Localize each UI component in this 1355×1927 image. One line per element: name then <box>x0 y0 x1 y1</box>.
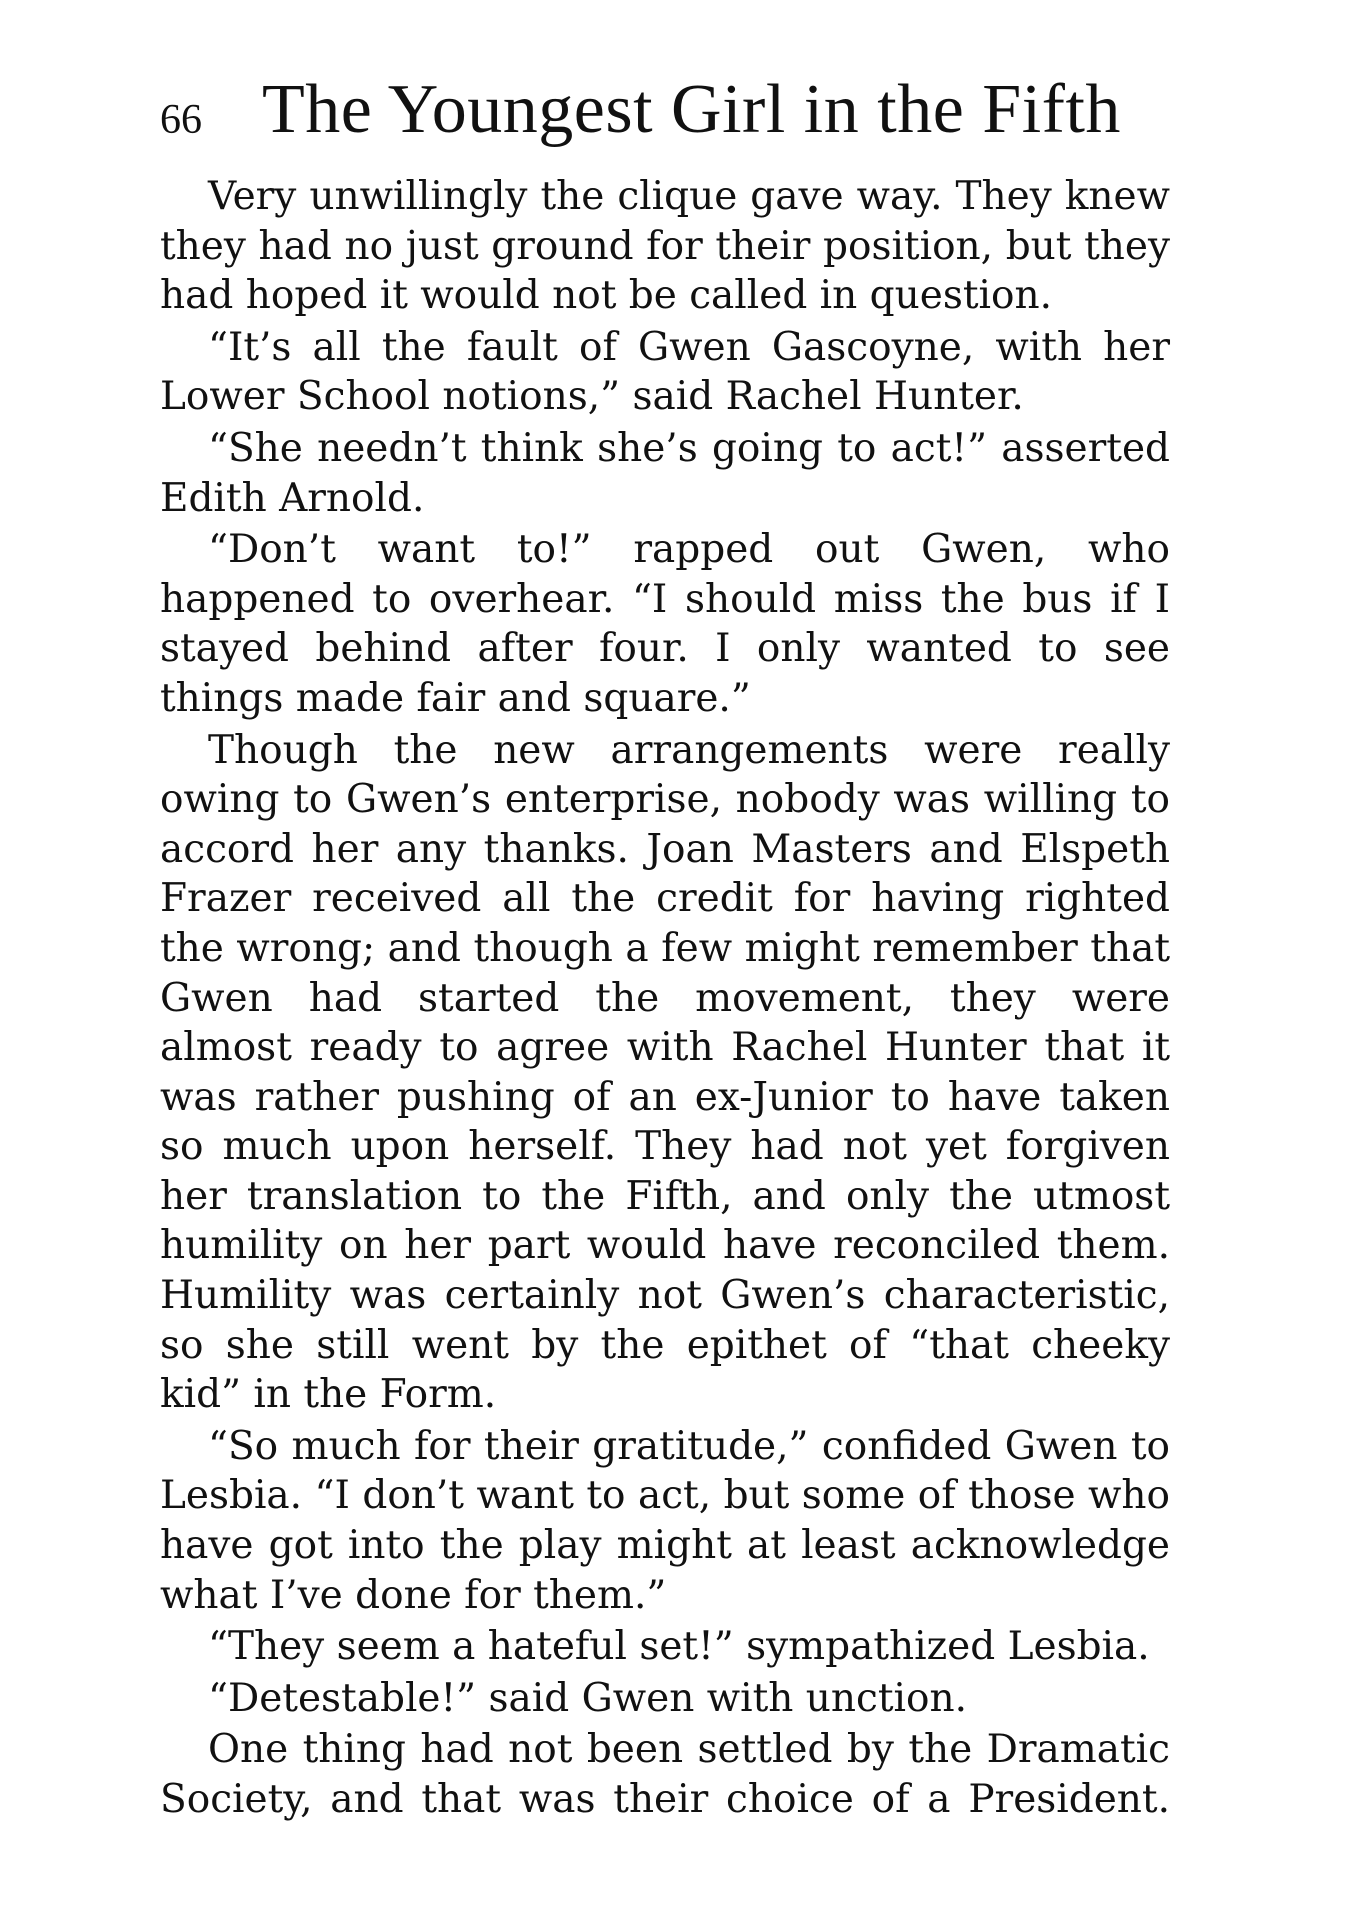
running-title: The Youngest Girl in the Fifth <box>262 71 1121 148</box>
paragraph: One thing had not been settled by the Dramatic Society, and that was their choice of a President. <box>160 1727 1170 1822</box>
paragraph: “It’s all the fault of Gwen Gascoyne, with her Lower School notions,” said Rachel Hunter. <box>160 324 1170 420</box>
paragraph: Very unwillingly the clique gave way. They knew they had no just ground for their position, but they had hoped it would not be called in question. <box>160 174 1170 319</box>
paragraph: “They seem a hateful set!” sympathized Lesbia. <box>208 1624 1150 1670</box>
body-text <box>160 172 1170 1827</box>
paragraph: Though the new arrangements were really owing to Gwen’s enterprise, nobody was willing to accord her any thanks. Joan Masters and Elspeth Frazer received all the credit for having righted the wrong; and though a few might remember that Gwen had started the movement, they were almost ready to agree with Rachel Hunter that it was rather pushing of an ex-Junior to have taken so much upon herself. They had not yet forgiven her translation to the Fifth, and only the utmost humility on her part would have reconciled them. Humility was certainly not Gwen’s characteristic, so she still went by the epithet of “that cheeky kid” in the Form. <box>160 727 1170 1418</box>
paragraph: “Detestable!” said Gwen with unction. <box>208 1675 967 1721</box>
paragraph: “Don’t want to!” rapped out Gwen, who happened to overhear. “I should miss the bus if I stayed behind after four. I only wanted to see things made fair and square.” <box>160 527 1170 721</box>
page-header <box>160 58 1170 158</box>
paragraph: “So much for their gratitude,” confided Gwen to Lesbia. “I don’t want to act, but some of those who have got into the play might at least acknowledge what I’ve done for them.” <box>160 1423 1170 1618</box>
page-number: 66 <box>160 97 202 143</box>
paragraph: “She needn’t think she’s going to act!” asserted Edith Arnold. <box>160 425 1170 521</box>
